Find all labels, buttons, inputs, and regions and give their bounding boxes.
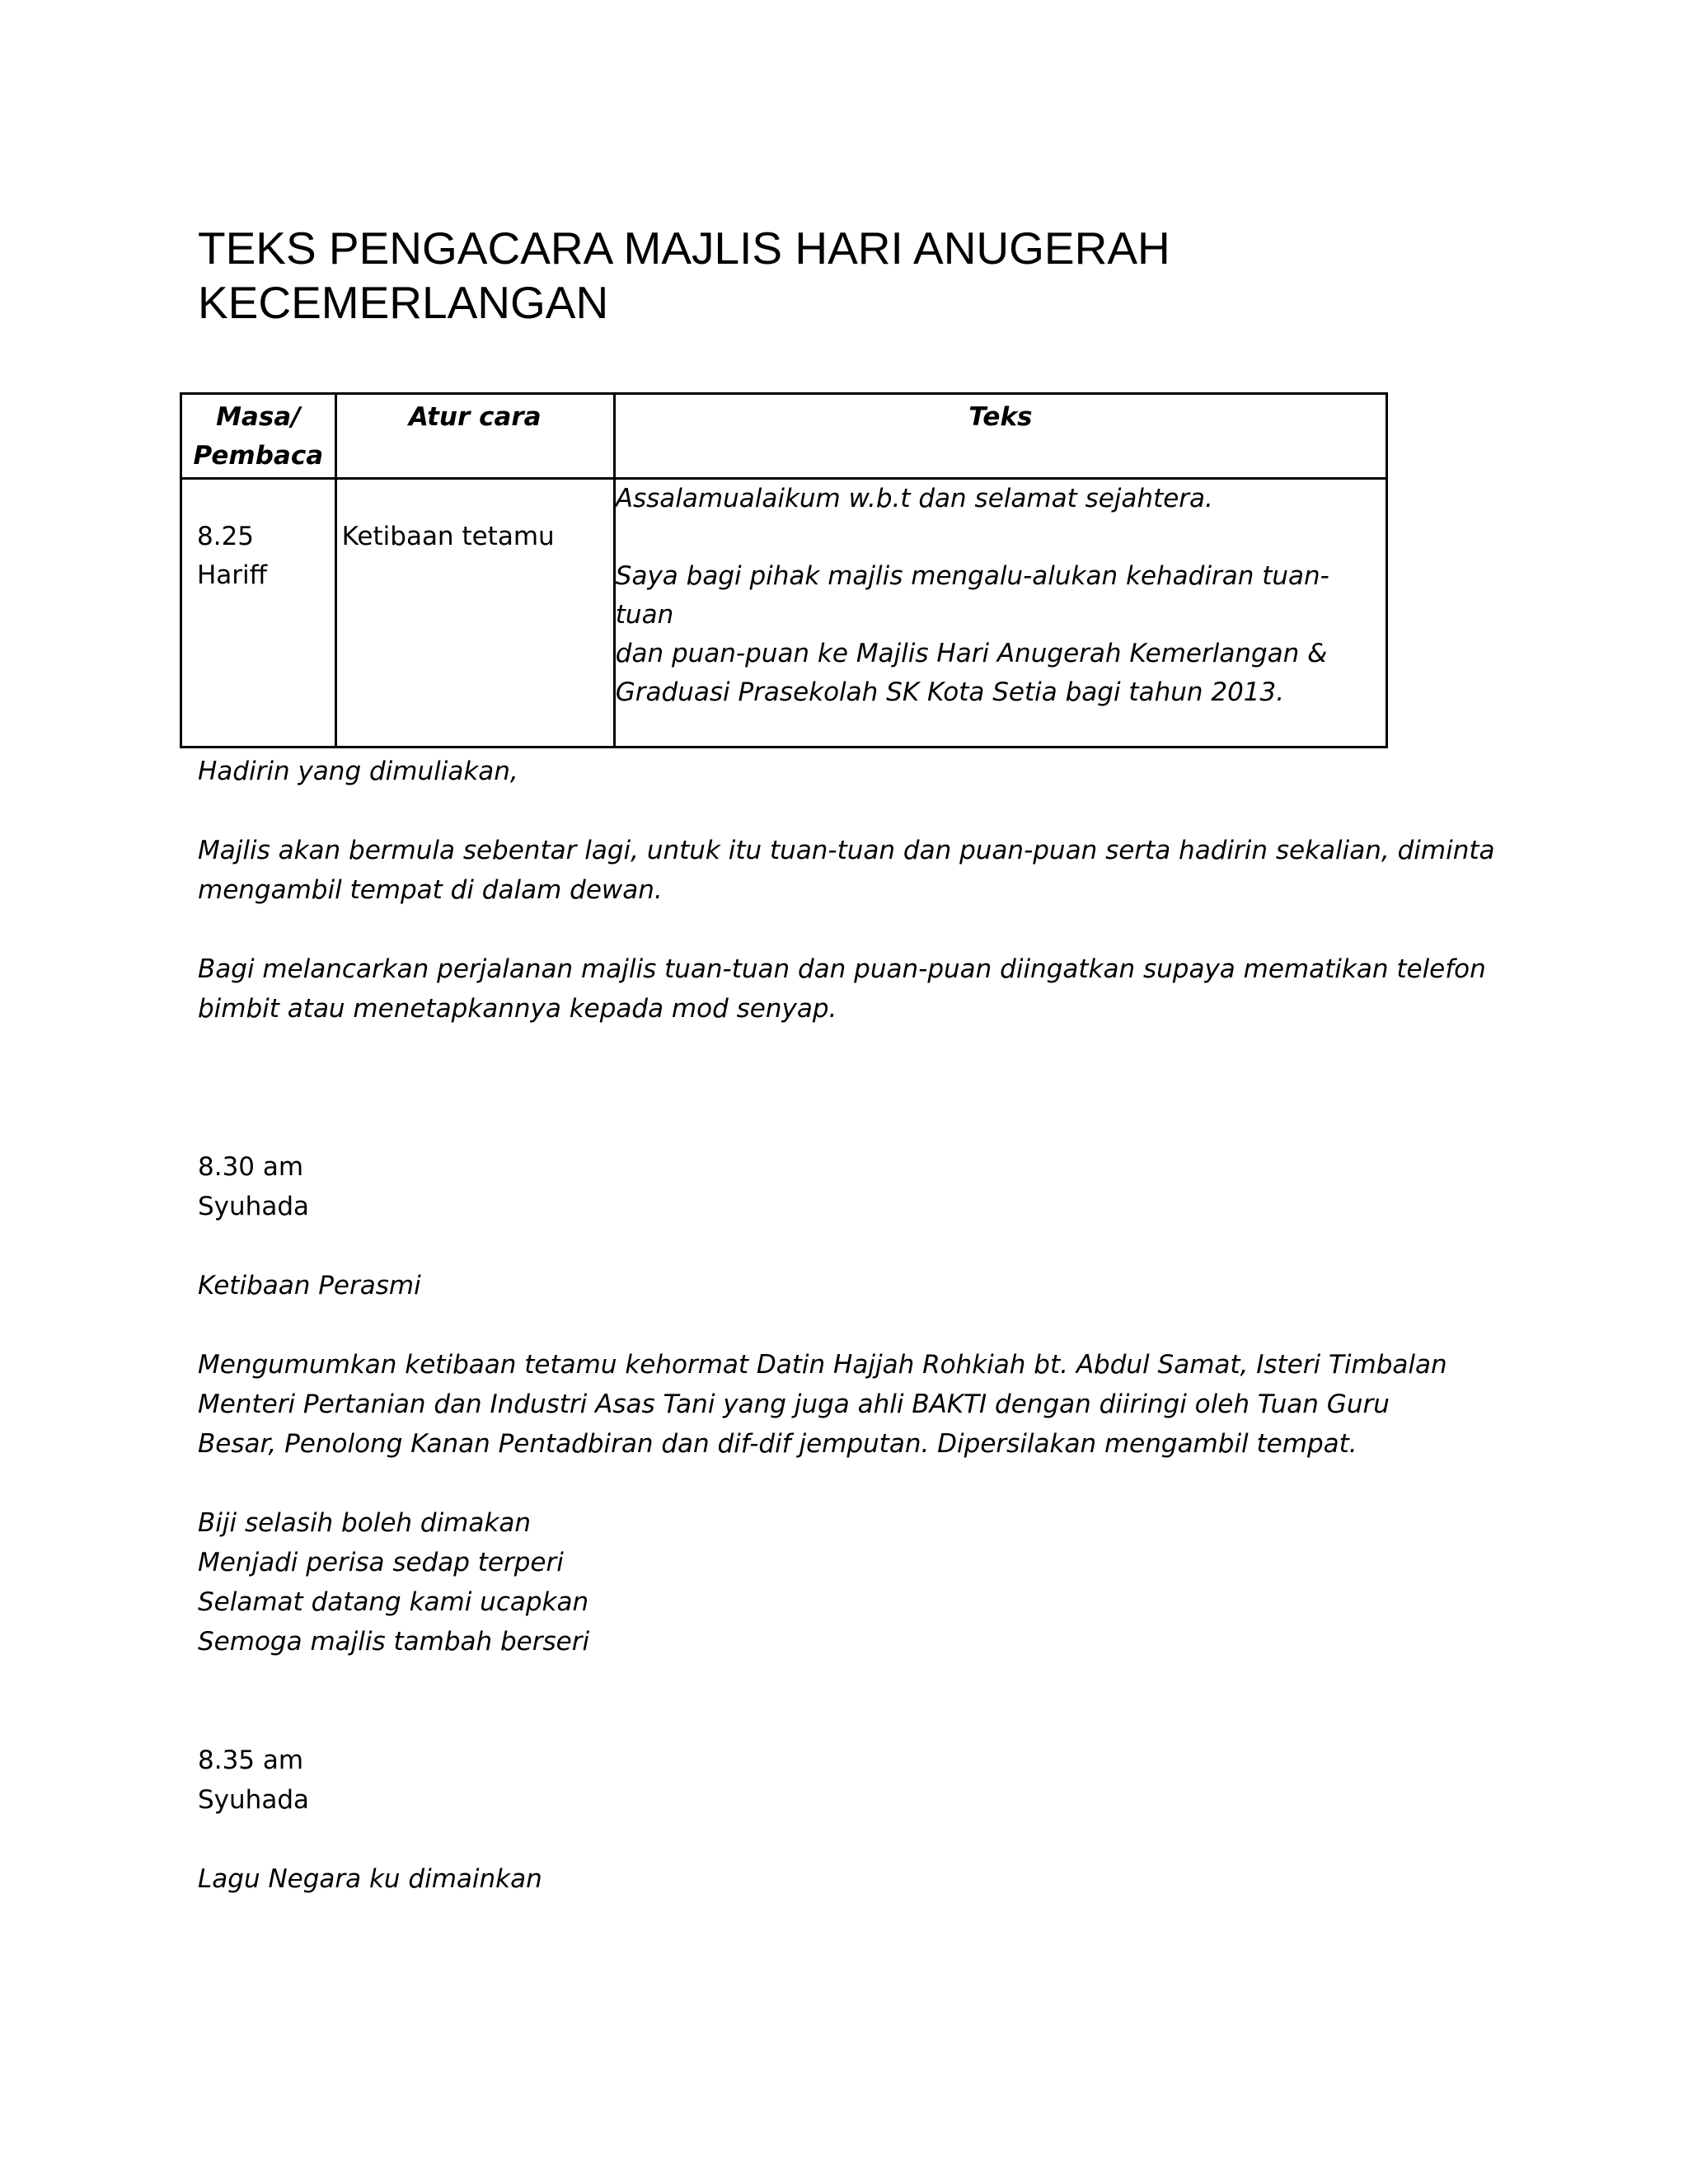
section-time: 8.35 am: [198, 1746, 304, 1775]
title-line: KECEMERLANGAN: [198, 277, 609, 328]
teks-line: Graduasi Prasekolah SK Kota Setia bagi tahun 2013.: [615, 677, 1285, 707]
paragraph-line: mengambil tempat di dalam dewan.: [198, 875, 663, 905]
teks-greeting: Assalamualaikum w.b.t dan selamat sejahtera.: [615, 484, 1213, 513]
paragraph-line: Bagi melancarkan perjalanan majlis tuan-tuan dan puan-puan diingatkan supaya mematikan telefon: [198, 954, 1486, 984]
table-header-row: [181, 394, 1387, 479]
header-atur-cara: Atur cara: [335, 394, 614, 479]
section-830-time-reader: [198, 1147, 1500, 1226]
section-heading-ketibaan-perasmi: Ketibaan Perasmi: [198, 1271, 421, 1301]
paragraph-mengumumkan: [198, 1345, 1500, 1464]
paragraph-bermula: [198, 831, 1500, 910]
pantun-line: Semoga majlis tambah berseri: [198, 1627, 590, 1657]
cell-teks: [614, 479, 1386, 748]
teks-line: dan puan-puan ke Majlis Hari Anugerah Kemerlangan &: [615, 639, 1328, 668]
cell-reader: Hariff: [197, 560, 268, 590]
paragraph-line: Mengumumkan ketibaan tetamu kehormat Datin Hajjah Rohkiah bt. Abdul Samat, Isteri Timbalan: [198, 1350, 1447, 1380]
paragraph-line: Menteri Pertanian dan Industri Asas Tani yang juga ahli BAKTI dengan diiringi oleh Tuan Guru: [198, 1390, 1390, 1419]
document-title: [198, 221, 1484, 330]
header-masa-pembaca: [181, 394, 336, 479]
section-heading-lagu-negara: Lagu Negara ku dimainkan: [198, 1864, 542, 1894]
teks-line: Saya bagi pihak majlis mengalu-alukan kehadiran tuan-tuan: [615, 561, 1329, 630]
paragraph-line: Majlis akan bermula sebentar lagi, untuk itu tuan-tuan dan puan-puan serta hadirin sekalian, diminta: [198, 836, 1495, 865]
pantun: [198, 1503, 1500, 1661]
header-pembaca-line: Pembaca: [193, 441, 324, 471]
cell-time: 8.25: [197, 522, 255, 551]
pantun-line: Selamat datang kami ucapkan: [198, 1587, 589, 1617]
section-reader: Syuhada: [198, 1192, 309, 1221]
pantun-line: Menjadi perisa sedap terperi: [198, 1548, 564, 1577]
section-reader: Syuhada: [198, 1785, 309, 1815]
section-time: 8.30 am: [198, 1152, 304, 1182]
header-teks: Teks: [614, 394, 1386, 479]
cell-masa-pembaca: [181, 479, 336, 748]
hadirin-line: Hadirin yang dimuliakan,: [198, 757, 518, 786]
pantun-line: Biji selasih boleh dimakan: [198, 1508, 531, 1538]
header-masa-line: Masa/: [216, 402, 301, 432]
title-line: TEKS PENGACARA MAJLIS HARI ANUGERAH: [198, 223, 1170, 274]
schedule-table: [180, 392, 1388, 748]
cell-atur-cara: Ketibaan tetamu: [335, 479, 614, 748]
teks-spacer: [616, 518, 1386, 557]
paragraph-telefon: [198, 949, 1500, 1029]
paragraph-line: Besar, Penolong Kanan Pentadbiran dan dif-dif jemputan. Dipersilakan mengambil tempat.: [198, 1429, 1357, 1459]
table-row: [181, 479, 1387, 748]
section-835-time-reader: [198, 1741, 1500, 1820]
paragraph-line: bimbit atau menetapkannya kepada mod senyap.: [198, 994, 837, 1024]
